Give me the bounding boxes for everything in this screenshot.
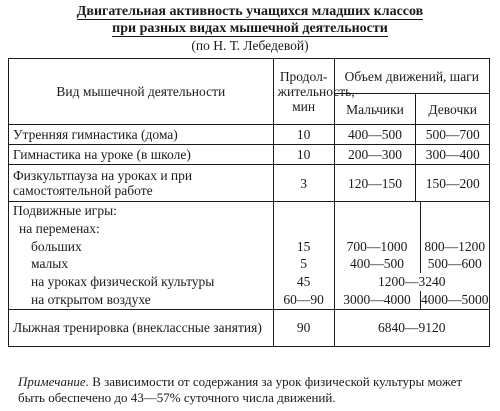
games-item-label: на уроках физической культуры	[31, 274, 215, 290]
footnote-text: В зависимости от содержания за урок физической культуры может быть обеспечено до 43—57% суточного числа движений.	[18, 374, 463, 405]
title-line-1: Двигательная активность учащихся младших классов	[76, 4, 424, 19]
header-girls: Девочки	[416, 94, 490, 125]
games-heading: Подвижные игры:	[13, 203, 117, 218]
cell-duration: 3	[273, 165, 334, 202]
games-item-duration: 5	[300, 256, 307, 272]
title-line-3: (по Н. Т. Лебедевой)	[191, 38, 309, 53]
cell-activity: Утренняя гимнастика (дома)	[9, 125, 274, 145]
games-row	[9, 202, 490, 310]
header-volume: Объем движений, шаги	[334, 59, 489, 94]
games-volume-cell	[334, 202, 489, 310]
cell-activity: Гимнастика на уроке (в школе)	[9, 145, 274, 165]
games-item-girls: 500—600	[427, 256, 482, 272]
header-duration: Продол-жительность, мин	[273, 59, 334, 125]
games-subheading: на переменах:	[19, 220, 100, 236]
games-item-label: больших	[31, 238, 82, 254]
games-item-boys: 400—500	[335, 255, 421, 273]
title-line-2: при разных видах мышечной деятельности	[112, 21, 388, 36]
footnote-label: Примечание.	[18, 374, 89, 389]
cell-boys: 400—500	[334, 125, 416, 145]
table-row	[9, 145, 490, 165]
cell-activity: Физкультпауза на уроках и при самостоятельной работе	[9, 165, 274, 202]
cell-duration: 10	[273, 125, 334, 145]
cell-girls: 300—400	[416, 145, 490, 165]
cell-boys: 120—150	[334, 165, 416, 202]
games-item-duration: 15	[296, 238, 311, 254]
header-activity: Вид мышечной деятельности	[9, 59, 274, 125]
games-item-girls: 800—1200	[424, 238, 486, 254]
games-item-duration: 60—90	[283, 291, 324, 307]
cell-duration: 90	[273, 309, 334, 346]
cell-boys: 200—300	[334, 145, 416, 165]
games-item-duration: 45	[296, 274, 311, 290]
table-row	[9, 309, 490, 346]
footnote	[18, 374, 488, 406]
games-item-boys: 3000—4000	[335, 291, 421, 309]
games-item-girls: 4000—5000	[421, 291, 489, 307]
games-item-both: 1200—3240	[378, 274, 446, 290]
games-duration-cell	[273, 202, 334, 310]
activity-table	[8, 58, 490, 347]
cell-both: 6840—9120	[334, 309, 489, 346]
cell-duration: 10	[273, 145, 334, 165]
table-row	[9, 125, 490, 145]
games-activity-cell	[9, 202, 274, 310]
header-row-1	[9, 59, 490, 94]
cell-girls: 500—700	[416, 125, 490, 145]
games-item-boys: 700—1000	[335, 238, 421, 256]
cell-activity: Лыжная тренировка (внеклассные занятия)	[9, 309, 274, 346]
table-row	[9, 165, 490, 202]
games-item-label: малых	[31, 256, 69, 272]
games-item-label: на открытом воздухе	[31, 291, 151, 307]
header-boys: Мальчики	[334, 94, 416, 125]
cell-girls: 150—200	[416, 165, 490, 202]
